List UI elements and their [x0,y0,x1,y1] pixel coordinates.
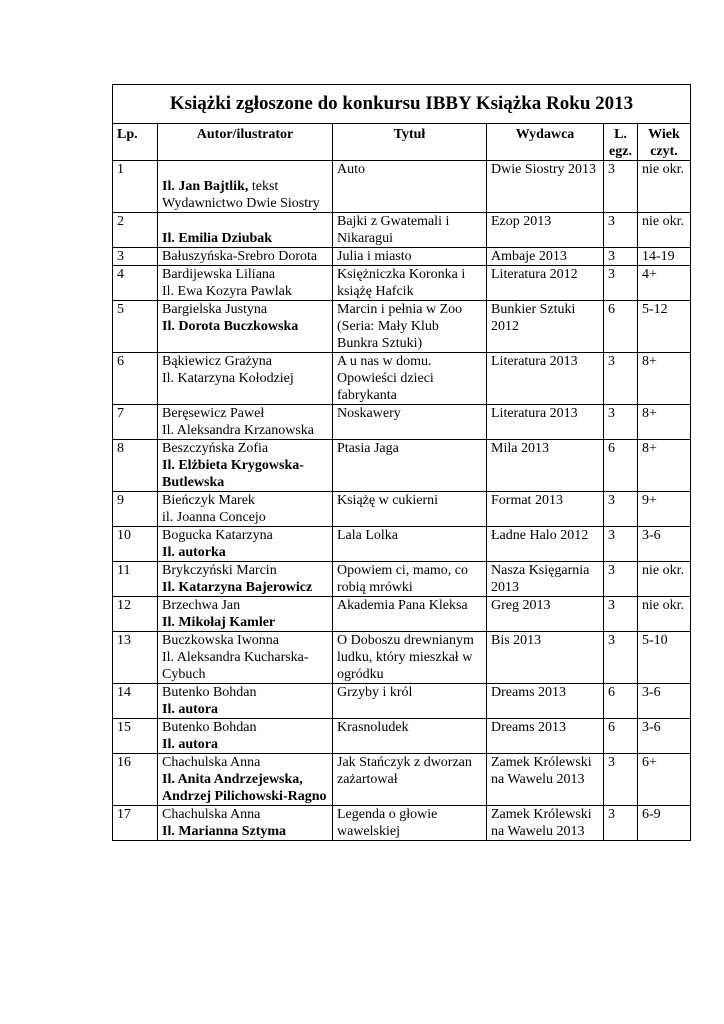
cell-lp: 1 [113,161,158,213]
author-name: Brykczyński Marcin [162,563,277,578]
cell-author [158,353,333,405]
cell-title: Akademia Pana Kleksa [333,597,487,632]
document-title: Książki zgłoszone do konkursu IBBY Książka Roku 2013 [113,85,691,124]
cell-copies: 6 [604,684,638,719]
author-spacer [162,213,328,230]
cell-title: Księżniczka Koronka i książę Hafcik [333,266,487,301]
table-row [113,266,691,301]
table-row [113,632,691,684]
illustrator-line [162,736,328,753]
cell-publisher: Dreams 2013 [487,684,604,719]
cell-title: Bajki z Gwatemali i Nikaragui [333,213,487,248]
cell-age: nie okr. [638,213,691,248]
table-row [113,353,691,405]
cell-author [158,719,333,754]
header-lp: Lp. [113,124,158,161]
cell-title: Noskawery [333,405,487,440]
cell-author [158,440,333,492]
cell-publisher: Nasza Księgarnia 2013 [487,562,604,597]
cell-lp: 2 [113,213,158,248]
illustrator-name: Il. Emilia Dziubak [162,231,273,246]
illustrator-name: Il. Katarzyna Bajerowicz [162,580,313,595]
cell-age: 3-6 [638,527,691,562]
author-name: Chachulska Anna [162,807,261,822]
cell-copies: 3 [604,806,638,841]
table-row [113,562,691,597]
cell-age: 5-12 [638,301,691,353]
cell-copies: 3 [604,248,638,266]
cell-copies: 6 [604,301,638,353]
illustrator-line [162,283,328,300]
cell-author [158,597,333,632]
illustrator-name: Il. autora [162,737,218,752]
cell-lp: 4 [113,266,158,301]
cell-lp: 10 [113,527,158,562]
cell-publisher: Ezop 2013 [487,213,604,248]
author-extra: Wydawnictwo Dwie Siostry [162,196,320,211]
header-title: Tytuł [333,124,487,161]
cell-age: 8+ [638,440,691,492]
cell-lp: 9 [113,492,158,527]
illustrator-line [162,370,328,387]
cell-age: nie okr. [638,597,691,632]
table-row [113,527,691,562]
cell-age: 3-6 [638,684,691,719]
illustrator-name: Il. Dorota Buczkowska [162,319,299,334]
cell-lp: 17 [113,806,158,841]
cell-title: Julia i miasto [333,248,487,266]
illustrator-name: Il. Mikołaj Kamler [162,615,276,630]
illustrator-line [162,649,328,683]
cell-lp: 5 [113,301,158,353]
cell-publisher: Bunkier Sztuki 2012 [487,301,604,353]
cell-publisher: Dreams 2013 [487,719,604,754]
cell-publisher: Ambaje 2013 [487,248,604,266]
illustrator-line [162,579,328,596]
author-name: Bogucka Katarzyna [162,528,273,543]
cell-author [158,161,333,213]
illustrator-name: Il. Elżbieta Krygowska-Butlewska [162,458,304,490]
table-row [113,806,691,841]
table-row [113,213,691,248]
table-row [113,492,691,527]
illustrator-line [162,422,328,439]
author-name: Brzechwa Jan [162,598,241,613]
illustrator-line [162,457,328,491]
cell-author [158,806,333,841]
cell-age: 6+ [638,754,691,806]
author-name: Beszczyńska Zofia [162,441,269,456]
table-row [113,248,691,266]
illustrator-line [162,614,328,631]
cell-title: Marcin i pełnia w Zoo (Seria: Mały Klub Bunkra Sztuki) [333,301,487,353]
cell-copies: 3 [604,632,638,684]
author-name: Butenko Bohdan [162,685,257,700]
header-author: Autor/ilustrator [158,124,333,161]
cell-age: 5-10 [638,632,691,684]
cell-title: Krasnoludek [333,719,487,754]
cell-age: nie okr. [638,161,691,213]
cell-age: 14-19 [638,248,691,266]
illustrator-name: Il. Anita Andrzejewska, Andrzej Pilichowski-Ragno [162,772,327,804]
cell-copies: 3 [604,353,638,405]
cell-author [158,684,333,719]
cell-age: nie okr. [638,562,691,597]
table-row [113,597,691,632]
cell-author [158,248,333,266]
cell-title: Ptasia Jaga [333,440,487,492]
illustrator-name: Il. Marianna Sztyma [162,824,287,839]
cell-author [158,266,333,301]
cell-age: 9+ [638,492,691,527]
cell-lp: 14 [113,684,158,719]
cell-copies: 3 [604,405,638,440]
cell-age: 4+ [638,266,691,301]
author-name: Bąkiewicz Grażyna [162,354,272,369]
cell-lp: 8 [113,440,158,492]
illustrator-note: il. Joanna Concejo [162,510,266,525]
cell-lp: 16 [113,754,158,806]
header-publisher: Wydawca [487,124,604,161]
author-spacer [162,161,328,178]
cell-publisher: Greg 2013 [487,597,604,632]
illustrator-note: Il. Ewa Kozyra Pawlak [162,284,292,299]
illustrator-note: Il. Aleksandra Kucharska-Cybuch [162,650,309,682]
author-name: Bieńczyk Marek [162,493,255,508]
illustrator-line [162,509,328,526]
illustrator-line [162,823,328,840]
header-age: Wiek czyt. [638,124,691,161]
cell-author [158,301,333,353]
cell-author [158,405,333,440]
cell-lp: 13 [113,632,158,684]
cell-lp: 6 [113,353,158,405]
cell-publisher: Literatura 2013 [487,405,604,440]
table-row [113,719,691,754]
cell-lp: 7 [113,405,158,440]
cell-age: 6-9 [638,806,691,841]
cell-age: 8+ [638,405,691,440]
table-row [113,301,691,353]
cell-age: 3-6 [638,719,691,754]
cell-publisher: Literatura 2013 [487,353,604,405]
illustrator-note: Il. Aleksandra Krzanowska [162,423,315,438]
cell-author [158,213,333,248]
cell-publisher: Literatura 2012 [487,266,604,301]
cell-title: Grzyby i król [333,684,487,719]
books-table [112,84,691,841]
cell-copies: 6 [604,440,638,492]
table-row [113,684,691,719]
illustrator-line [162,318,328,335]
author-name: Buczkowska Iwonna [162,633,280,648]
author-name: Butenko Bohdan [162,720,257,735]
cell-copies: 3 [604,597,638,632]
author-name: Bargielska Justyna [162,302,268,317]
cell-title: Lala Lolka [333,527,487,562]
cell-copies: 6 [604,719,638,754]
cell-author [158,527,333,562]
cell-title: O Doboszu drewnianym ludku, który mieszkał w ogródku [333,632,487,684]
cell-publisher: Ładne Halo 2012 [487,527,604,562]
cell-lp: 3 [113,248,158,266]
cell-copies: 3 [604,161,638,213]
illustrator-note: Il. Katarzyna Kołodziej [162,371,294,386]
cell-title: A u nas w domu. Opowieści dzieci fabrykanta [333,353,487,405]
table-row [113,161,691,213]
table-header-row [113,124,691,161]
author-name: Bałuszyńska-Srebro Dorota [162,249,318,264]
illustrator-line [162,771,328,805]
document-page [112,84,690,841]
cell-author [158,492,333,527]
cell-publisher: Mila 2013 [487,440,604,492]
table-row [113,405,691,440]
cell-title: Jak Stańczyk z dworzan zażartował [333,754,487,806]
illustrator-name: Il. autorka [162,545,226,560]
cell-copies: 3 [604,527,638,562]
illustrator-name: Il. autora [162,702,218,717]
cell-copies: 3 [604,754,638,806]
author-name: Beręsewicz Paweł [162,406,265,421]
cell-lp: 11 [113,562,158,597]
cell-publisher: Dwie Siostry 2013 [487,161,604,213]
cell-lp: 12 [113,597,158,632]
table-row [113,440,691,492]
illustrator-line [162,230,328,247]
cell-publisher: Format 2013 [487,492,604,527]
cell-copies: 3 [604,492,638,527]
cell-title: Opowiem ci, mamo, co robią mrówki [333,562,487,597]
cell-age: 8+ [638,353,691,405]
illustrator-line [162,544,328,561]
cell-author [158,562,333,597]
table-row [113,754,691,806]
cell-title: Książę w cukierni [333,492,487,527]
cell-author [158,632,333,684]
illustrator-line [162,178,328,195]
author-name: Bardijewska Liliana [162,267,276,282]
cell-copies: 3 [604,562,638,597]
cell-publisher: Zamek Królewski na Wawelu 2013 [487,754,604,806]
header-copies: L. egz. [604,124,638,161]
illustrator-line [162,701,328,718]
illustrator-note: tekst [248,179,279,194]
cell-author [158,754,333,806]
cell-publisher: Bis 2013 [487,632,604,684]
author-name: Chachulska Anna [162,755,261,770]
cell-lp: 15 [113,719,158,754]
cell-title: Auto [333,161,487,213]
cell-copies: 3 [604,213,638,248]
cell-copies: 3 [604,266,638,301]
cell-publisher: Zamek Królewski na Wawelu 2013 [487,806,604,841]
cell-title: Legenda o głowie wawelskiej [333,806,487,841]
illustrator-name: Il. Jan Bajtlik, [162,179,249,194]
